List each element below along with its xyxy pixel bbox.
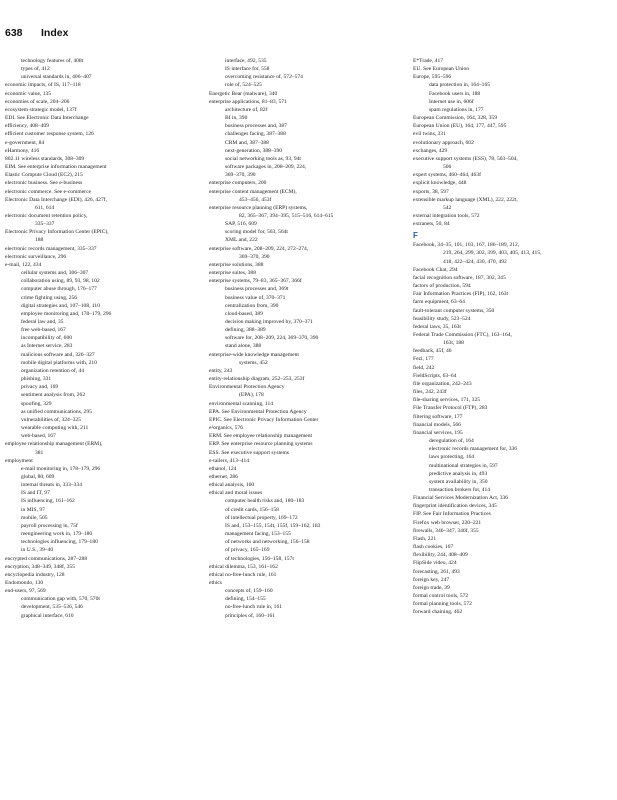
index-continuation: 82, 365–367, 394–395, 515–516, 614–615 (239, 212, 334, 219)
index-subentry: IS interface for, 558 (225, 66, 270, 73)
index-subentry: interface, 492, 535 (225, 58, 267, 64)
index-entry: flash cookies, 167 (413, 544, 454, 551)
index-entry: evil twins, 331 (413, 131, 446, 138)
index-continuation: (EPA), 178 (239, 392, 264, 399)
index-subentry: 369–370, 390 (225, 172, 256, 179)
index-entry: feasibility study, 523–524 (413, 315, 471, 322)
index-subentry: collaboration using, 89, 93, 98, 102 (21, 278, 100, 285)
index-entry: external integration tools, 572 (413, 212, 480, 219)
index-entry: e²organics, 576 (209, 425, 243, 432)
index-subentry: malicious software and, 326–327 (21, 351, 95, 358)
index-subentry: of intellectual property, 169–172 (225, 514, 298, 521)
index-continuation: 611, 614 (35, 204, 55, 211)
index-entry: environmental scanning, 114 (209, 400, 274, 407)
index-entry: enterprise suites, 388 (209, 270, 256, 277)
index-entry: ERP. See enterprise resource planning systems (209, 441, 313, 448)
index-entry: EPA. See Environmental Protection Agency (209, 408, 307, 415)
index-entry: ESS. See executive support systems (209, 449, 289, 456)
index-entry: Financial Services Modernization Act, 336 (413, 495, 509, 502)
index-subentry: architecture of, 82f (225, 106, 268, 113)
index-subentry: system availability in, 350 (429, 478, 488, 485)
index-subentry: BI in, 390 (225, 115, 248, 122)
index-subentry: computer health risks and, 180–183 (225, 498, 305, 505)
index-subentry: Facebook users in, 188 (429, 90, 481, 97)
index-subentry: management facing, 153–155 (225, 531, 291, 538)
index-subentry: transaction brokers for, 414 (429, 486, 491, 493)
index-entry: end-users, 97, 569 (5, 588, 46, 595)
index-entry: farm equipment, 63–64 (413, 299, 465, 306)
page-header (5, 27, 68, 39)
index-continuation: 381 (35, 449, 44, 456)
index-entry: files, 242, 243f (413, 389, 447, 396)
index-entry: forward chaining, 462 (413, 609, 463, 616)
index-subentry: decision making improved by, 370–371 (225, 319, 313, 325)
index-subentry: sentiment analysis from, 262 (21, 392, 86, 399)
index-subentry: mobile digital platforms with, 210 (21, 359, 97, 366)
index-entry: File Transfer Protocol (FTP), 283 (413, 405, 488, 412)
index-entry: formal planning tools, 572 (413, 601, 472, 608)
index-entry: ecosystem strategic model, 137f (5, 106, 77, 113)
index-subentry: cloud-based, 389 (225, 310, 263, 317)
index-subentry: wearable computing with, 211 (21, 425, 89, 432)
index-entry: ethical analysis, 160 (209, 482, 255, 489)
index-subentry: global, 80, 609 (21, 473, 55, 480)
index-subentry: payroll processing in, 75f (21, 522, 78, 529)
index-subentry: spoofing, 329 (21, 400, 52, 407)
index-entry: electronic records management, 335–337 (5, 245, 97, 252)
index-entry: enterprise solutions, 388 (209, 261, 264, 268)
page-number: 638 (5, 27, 23, 39)
index-subentry: crime fighting using, 256 (21, 294, 78, 301)
index-subentry: as unified communications, 295 (21, 408, 92, 415)
index-entry: economic value, 135 (5, 90, 52, 97)
index-continuation: 506 (443, 164, 452, 171)
index-entry: financial services, 195 (413, 429, 463, 436)
index-subentry: internal threats in, 333–334 (21, 482, 83, 489)
index-subentry: web-based, 167 (21, 433, 56, 440)
index-continuation: 219, 264, 299, 302, 399, 403, 405, 413, 415, (443, 250, 542, 257)
index-continuation: systems, 452 (239, 359, 268, 366)
index-entry: economic impacts, of IS, 117–118 (5, 82, 81, 89)
index-entry: Fezi, 177 (413, 356, 434, 363)
index-entry: enterprise applications, 81–83, 571 (209, 98, 287, 105)
index-subentry: as Internet service, 283 (21, 343, 73, 350)
index-subentry: principles of, 160–161 (225, 612, 276, 619)
index-entry: firewalls, 346–347, 346f, 355 (413, 527, 479, 534)
index-entry: ethernet, 286 (209, 473, 238, 480)
index-subentry: IS and, 153–155, 154t, 155f, 159–162, 183 (225, 522, 321, 529)
index-entry: formal control tools, 572 (413, 593, 469, 599)
index-entry: Europe, 595–596 (413, 74, 452, 81)
index-entry: electronic document retention policy, (5, 212, 88, 219)
index-subentry: business processes and, 387 (225, 123, 287, 130)
index-entry: file organization, 242–243 (413, 380, 472, 387)
index-entry: European Commission, 164, 328, 359 (413, 115, 497, 122)
index-entry: forecasting, 261, 493 (413, 568, 460, 575)
index-entry: EDI. See Electronic Data Interchange (5, 115, 89, 122)
index-entry: explicit knowledge, 448 (413, 180, 467, 187)
index-subentry: SAP, 516, 609 (225, 221, 257, 228)
index-subentry: scoring model for, 563, 564t (225, 229, 288, 236)
index-subentry: centralization from, 390 (225, 302, 279, 309)
index-entry: EPIC. See Electronic Privacy Information Center (209, 416, 319, 423)
index-entry: extensible markup language (XML), 222, 222t, (413, 196, 518, 203)
index-entry: filtering software, 177 (413, 413, 463, 420)
index-entry: electronic commerce. See e-commerce (5, 188, 91, 195)
index-entry: EU. See European Union (413, 66, 470, 73)
index-column-1 (5, 57, 205, 620)
index-subentry: incompatibility of, 600 (21, 335, 72, 342)
index-entry: Environmental Protection Agency (209, 384, 285, 391)
index-entry: evolutionary approach, 602 (413, 139, 474, 146)
index-entry: ERM. See employee relationship management (209, 433, 313, 440)
index-entry: E*Trade, 417 (413, 58, 443, 64)
index-entry: feedback, 45f, 46 (413, 348, 452, 355)
index-entry: enterprise systems, 79–83, 365–367, 366f (209, 278, 302, 285)
index-entry: Firefox web browser, 220–221 (413, 519, 482, 526)
index-subentry: Internet use in, 606f (429, 98, 474, 105)
index-entry: entity, 243 (209, 367, 233, 374)
index-entry: entity-relationship diagram, 252–253, 253f (209, 376, 305, 383)
index-entry: encyclopedia industry, 128 (5, 571, 65, 578)
index-subentry: digital strategies and, 107–108, 110 (21, 302, 100, 309)
index-subentry: data protection in, 164–165 (429, 82, 491, 89)
index-entry: electronic surveillance, 296 (5, 253, 67, 260)
index-entry: Energetic Bear (malware), 340 (209, 90, 278, 97)
index-subentry: mobile, 505 (21, 514, 48, 521)
index-entry: expert systems, 460–464, 463f (413, 172, 481, 179)
index-subentry: privacy and, 169 (21, 384, 59, 391)
index-entry: FlipSide video, 424 (413, 560, 457, 567)
index-entry: factors of production, 594 (413, 283, 471, 290)
index-entry: Fair Information Practices (FIP), 162, 163t (413, 291, 509, 298)
index-subentry: business processes and, 369t (225, 286, 289, 293)
index-entry: facial recognition software, 187, 302, 345 (413, 274, 506, 281)
index-subentry: employee monitoring and, 178–179, 296 (21, 310, 112, 317)
index-entry: extranets, 50, 84 (413, 221, 450, 228)
index-entry: enterprise content management (ECM), (209, 188, 297, 195)
index-subentry: organization retention of, 44 (21, 367, 85, 374)
index-entry: ethics (209, 580, 222, 586)
index-subentry: federal law and, 35 (21, 319, 64, 325)
index-subentry: challenges facing, 387–388 (225, 131, 286, 138)
index-subentry: IS and IT, 97 (21, 490, 50, 497)
index-entry: foreign trade, 39 (413, 584, 450, 591)
index-subentry: deregulation of, 164 (429, 438, 474, 445)
index-subentry: software packages in, 208–209, 224, (225, 164, 307, 171)
index-entry: enterprise software, 208–209, 224, 272–274, (209, 245, 309, 252)
index-entry: economies of scale, 204–206 (5, 98, 70, 105)
index-subentry: vulnerabilities of, 324–325 (21, 416, 81, 423)
index-subentry: predictive analysis in, 493 (429, 470, 488, 477)
index-subentry: free web-based, 167 (21, 327, 66, 334)
index-continuation: 542 (443, 204, 452, 211)
index-entry: efficient customer response system, 126 (5, 131, 94, 138)
index-subentry: business value of, 370–371 (225, 294, 286, 301)
index-subentry: laws protecting, 164 (429, 454, 475, 461)
index-subentry: development, 535–536, 546 (21, 604, 83, 611)
index-entry: ethanol, 124 (209, 465, 237, 472)
index-subentry: multinational strategies in, 597 (429, 462, 498, 469)
index-entry: ethical no-free-lunch rule, 161 (209, 571, 277, 578)
index-entry: employment (5, 457, 33, 464)
index-subentry: technology features of, 408t (21, 58, 84, 64)
index-entry: Facebook Chat, 294 (413, 266, 458, 273)
index-entry: Endomondo, 130 (5, 580, 44, 586)
index-subentry: XML and, 222 (225, 237, 258, 244)
index-entry: foreign key, 247 (413, 576, 450, 583)
index-entry: encryption, 348–349, 348f, 355 (5, 563, 75, 570)
index-entry: e-tailers, 413–414 (209, 457, 250, 464)
index-entry: enterprise computers, 200 (209, 180, 267, 187)
index-entry: enterprise resource planning (ERP) systems, (209, 204, 308, 211)
index-subentry: no-free-lunch rule in, 161 (225, 604, 282, 611)
index-entry: encrypted communications, 287–288 (5, 555, 88, 562)
index-continuation: 163t, 188 (443, 340, 464, 347)
index-entry: e-mail, 122, 434 (5, 261, 42, 268)
index-subentry: software for, 208–209, 224, 369–370, 390 (225, 335, 319, 342)
index-entry: Flash, 221 (413, 535, 437, 542)
index-subentry: social networking tools as, 93, 94t (225, 155, 301, 162)
index-continuation: 188 (35, 237, 44, 244)
index-entry: electronic business. See e-business (5, 180, 83, 187)
index-subentry: communication gap with, 570, 570t (21, 596, 100, 603)
index-subentry: electronic records management for, 336 (429, 446, 518, 453)
index-subentry: IS influencing, 161–162 (21, 498, 75, 505)
index-subentry: of credit cards, 156–158 (225, 506, 279, 513)
index-subentry: of privacy, 165–169 (225, 547, 270, 554)
index-entry: fault-tolerant computer systems, 350 (413, 307, 495, 314)
index-letter-heading: F (413, 231, 418, 241)
index-entry: FIP. See Fair Information Practices (413, 511, 491, 518)
index-subentry: technologies influencing, 179–180 (21, 539, 98, 546)
index-subentry: computer abuse through, 176–177 (21, 286, 97, 293)
index-column-2 (209, 57, 409, 620)
index-subentry: reengineering work in, 179–180 (21, 531, 93, 538)
index-entry: Elastic Compute Cloud (EC2), 215 (5, 172, 83, 179)
index-subentry: next-generation, 388–390 (225, 147, 282, 154)
index-subentry: overcoming resistance of, 572–574 (225, 74, 303, 81)
index-subentry: universal standards in, 406–407 (21, 74, 92, 81)
index-entry: ethical dilemma, 153, 161–162 (209, 563, 278, 570)
index-subentry: in U.S., 39–40 (21, 547, 54, 554)
index-subentry: spam regulations in, 177 (429, 106, 484, 113)
index-entry: financial models, 566 (413, 421, 461, 428)
index-entry: ethical and moral issues (209, 490, 263, 497)
index-subentry: in MIS, 97 (21, 506, 45, 513)
index-entry: executive support systems (ESS), 78, 503–504, (413, 155, 518, 162)
index-continuation: 453–456, 453f (239, 196, 272, 203)
index-entry: FieldScripts, 63–64 (413, 372, 457, 379)
index-entry: federal laws, 35, 163t (413, 323, 461, 330)
index-subentry: defining, 388–389 (225, 327, 266, 334)
index-subentry: concepts of, 159–160 (225, 588, 273, 595)
index-subentry: role of, 524–525 (225, 82, 262, 89)
index-subentry: of networks and networking, 156–158 (225, 539, 310, 546)
index-subentry: e-mail monitoring in, 178–179, 296 (21, 465, 101, 472)
index-entry: e-government, 84 (5, 139, 45, 146)
index-entry: Facebook, 34–35, 101, 103, 167, 186–189, 212, (413, 242, 520, 249)
index-entry: exports, 38, 597 (413, 188, 449, 195)
index-continuation: 369–370, 390 (239, 253, 270, 260)
index-entry: European Union (EU), 164, 177, 447, 595 (413, 123, 507, 130)
index-entry: enterprise-wide knowledge management (209, 351, 299, 358)
index-entry: flexibility, 244, 408–409 (413, 552, 468, 559)
index-subentry: cellular systems and, 306–307 (21, 270, 89, 277)
index-subentry: of technologies, 156–158, 157t (225, 555, 294, 562)
index-subentry: CRM and, 387–388 (225, 139, 269, 146)
index-entry: EIM. See enterprise information management (5, 164, 107, 171)
index-column-3 (413, 57, 613, 616)
index-entry: 802.11 wireless standards, 308–309 (5, 155, 85, 162)
section-title: Index (41, 27, 69, 39)
index-entry: file-sharing services, 171, 325 (413, 397, 481, 404)
index-entry: fingerprint identification devices, 345 (413, 503, 497, 510)
index-entry: exchanges, 429 (413, 147, 448, 154)
index-entry: Federal Trade Commission (FTC), 163–164, (413, 332, 512, 338)
index-entry: Electronic Privacy Information Center (EPIC), (5, 229, 109, 236)
index-entry: eHarmony, 416 (5, 147, 40, 154)
index-entry: field, 242 (413, 364, 435, 371)
index-subentry: types of, 412 (21, 66, 50, 73)
index-entry: efficiency, 408–409 (5, 123, 49, 130)
index-entry: employee relationship management (ERM), (5, 441, 103, 448)
index-subentry: graphical interface, 610 (21, 612, 74, 619)
index-continuation: 335–337 (35, 221, 55, 228)
index-subentry: phishing, 331 (21, 376, 52, 383)
index-subentry: defining, 154–155 (225, 596, 266, 603)
index-entry: Electronic Data Interchange (EDI), 426, 427f, (5, 196, 107, 203)
index-continuation: 418, 422–424, 430, 470, 492 (443, 258, 507, 265)
index-subentry: stand alone, 388 (225, 343, 262, 350)
